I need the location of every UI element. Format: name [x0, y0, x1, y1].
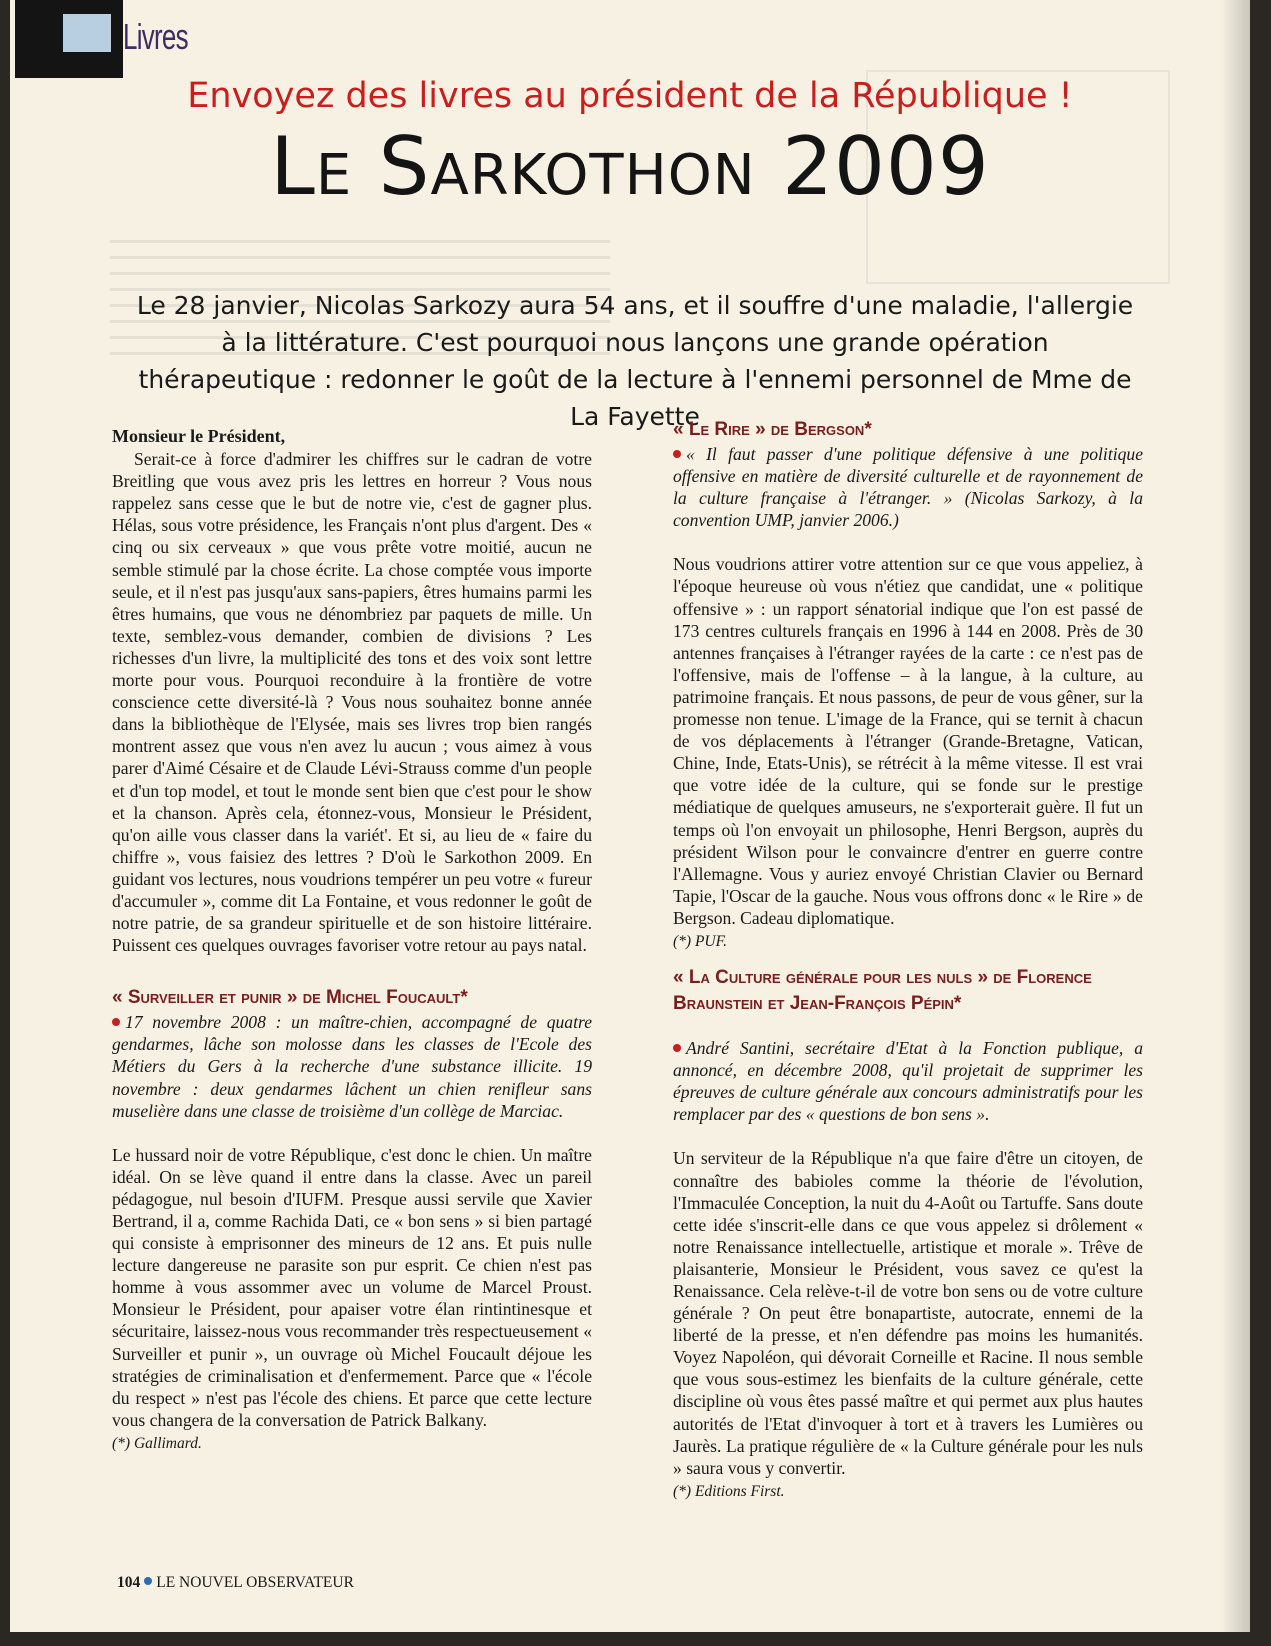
book-quote-culture-generale: André Santini, secrétaire d'Etat à la Fonction publique, a annoncé, en décembre 2008, qu'il projetait de supprimer les épreuves de culture générale aux concours administratifs pour les remplacer par des « questions de bon sens ». — [673, 1038, 1143, 1125]
article-kicker: Envoyez des livres au président de la République ! — [187, 76, 1073, 116]
book-publisher-culture-generale: (*) Editions First. — [673, 1482, 785, 1500]
section-label: Livres — [123, 16, 188, 57]
book-publisher-bergson: (*) PUF. — [673, 932, 727, 950]
bullet-icon — [673, 1044, 681, 1052]
letter-salutation: Monsieur le Président, — [112, 426, 286, 446]
book-publisher-foucault: (*) Gallimard. — [112, 1434, 202, 1452]
letter-body: Serait-ce à force d'admirer les chiffres sur le cadran de votre Breitling que vous avez pris les lettres en horreur ? Vous nous rappelez sans cesse que le but de notre vie, c'est de gagner plus. Hélas, sous votre présidence, les Français n'ont plus d'argent. Des « cinq ou six cerveaux » que vous prête votre moitié, aucun ne semble stimulé par la chose écrite. La chose comptée vous importe seule, et il n'est pas jusqu'aux sans-papiers, êtres humains parmi les êtres humains, que vous ne dénombriez par paquets de mille. Un texte, semblez-vous demander, combien de divisions ? Les richesses d'un livre, la multiplicité des tons et des voix sont lettre morte pour vous. Pourquoi reconduire à la frontière de votre conscience cette diversité-là ? Vous nous souhaitez bonne année dans la bibliothèque de l'Elysée, mais ses livres trop bien rangés montrent assez que vous n'en avez lu aucun ; vous aimez à vous parer d'Aimé Césaire et de Claude Lévi-Strauss comme d'un people et d'un top model, et tout le monde sent bien que c'est pour le show et la chanson. Après cela, étonnez-vous, Monsieur le Président, qu'on aille vous classer dans la variét'. Et si, au lieu de « faire du chiffre », vous faisiez des lettres ? D'où le Sarkothon 2009. En guidant vos lectures, nous voudrions tempérer un peu votre « fureur d'accumuler », comme dit La Fontaine, et vous redonner le goût de notre patrie, de sa grandeur spirituelle et de son histoire littéraire. Puissent ces quelques ouvrages favoriser votre retour au pays natal. — [112, 449, 592, 956]
book-body-culture-generale: Un serviteur de la République n'a que faire d'être un citoyen, de connaître des babioles comme la théorie de l'évolution, l'Immaculée Conception, la nuit du 4-Août ou Tartuffe. Sans doute cette idée s'inscrit-elle dans ce que vous appelez si drôlement « notre Renaissance intellectuelle, artistique et morale ». Trêve de plaisanterie, Monsieur le Président, vous savez ce qu'est la Renaissance. Cela relève-t-il de votre bon sens ou de votre culture générale ? On peut être bonapartiste, autocrate, ennemi de la liberté de la presse, et n'en défendre pas moins les humanités. Voyez Napoléon, qui dévorait Corneille et Racine. Il nous semble que vous sous-estimez les bienfaits de la culture générale, cette discipline où vous êtes passé maître et qui permet aux plus hautes autorités de l'Etat d'invoquer à tort et à travers les Lumières ou Jaurès. La pratique régulière de « la Culture générale pour les nuls » saura vous y convertir. — [673, 1148, 1143, 1478]
section-square-icon — [63, 14, 111, 52]
magazine-page — [10, 0, 1250, 1632]
bullet-icon — [112, 1018, 120, 1026]
bullet-icon — [144, 1577, 152, 1585]
left-column — [112, 425, 592, 1455]
book-heading-culture-generale: « La Culture générale pour les nuls » de Florence Braunstein et Jean-François Pépin* — [673, 967, 1092, 1015]
bullet-icon — [673, 450, 681, 458]
book-heading-foucault: « Surveiller et punir » de Michel Foucault* — [112, 987, 468, 1009]
book-body-foucault: Le hussard noir de votre République, c'est donc le chien. Un maître idéal. On se lève quand il entre dans la classe. Avec un pareil pédagogue, nul besoin d'IUFM. Presque aussi servile que Xavier Bertrand, il a, comme Rachida Dati, ce « bon sens » si bien partagé qui consiste à emprisonner des mineurs de 12 ans. Et puis nulle lecture dangereuse ne parasite son pur esprit. Ce chien n'est pas homme à vous assommer avec un volume de Marcel Proust. Monsieur le Président, pour apaiser votre élan rintintinesque et sécuritaire, laissez-nous vous recommander très respectueusement « Surveiller et punir », un ouvrage où Michel Foucault déjoue les stratégies de criminalisation et d'enfermement. Parce que « l'école du respect » n'est pas l'école des chiens. Et parce que cette lecture vous changera de la conversation de Patrick Balkany. — [112, 1144, 592, 1430]
book-heading-bergson: « Le Rire » de Bergson* — [673, 419, 872, 440]
book-quote-bergson: « Il faut passer d'une politique défensive à une politique offensive en matière de diversité culturelle et de rayonnement de la culture française à l'étranger. » (Nicolas Sarkozy, à la convention UMP, janvier 2006.) — [673, 444, 1143, 531]
book-quote-foucault: 17 novembre 2008 : un maître-chien, accompagné de quatre gendarmes, lâche son molosse dans les classes de l'Ecole des Métiers du Gers à la recherche d'une substance illicite. 19 novembre : deux gendarmes lâchent un chien renifleur sans muselière dans une classe de troisième d'un collège de Marciac. — [112, 1012, 592, 1121]
article-standfirst: Le 28 janvier, Nicolas Sarkozy aura 54 ans, et il souffre d'une maladie, l'allergie à la littérature. C'est pourquoi nous lançons une grande opération thérapeutique : redonner le goût de la lecture à l'ennemi personnel de Mme de La Fayette — [136, 291, 1134, 431]
book-body-bergson: Nous voudrions attirer votre attention sur ce que vous appeliez, à l'époque heureuse où vous n'étiez que candidat, une « politique offensive » : un rapport sénatorial indique que l'on est passé de 173 centres culturels français en 1996 à 144 en 2008. Près de 30 antennes françaises à l'étranger rayées de la carte : ce n'est pas de l'offensive, mais de l'offense – à la langue, à la culture, au patrimoine français. Et nous passons, de peur de vous gêner, sur la promesse non tenue. L'image de la France, qui se ternit à chacun de vos déplacements à l'étranger (Grande-Bretagne, Vatican, Chine, Inde, Etats-Unis), se rétrécit à la même vitesse. Il est vrai que votre idée de la culture, qui se fonde sur le prestige médiatique de quelques amuseurs, ne s'exporterait guère. Il fut un temps où l'on envoyait un philosophe, Henri Bergson, auprès du président Wilson pour le convaincre d'entrer en guerre contre l'Allemagne. Vous y auriez envoyé Christian Clavier ou Bernard Tapie, l'Oscar de la gauche. Nous vous offrons donc « le Rire » de Bergson. Cadeau diplomatique. — [673, 554, 1143, 928]
section-tag-block — [15, 0, 123, 78]
page-footer — [117, 1574, 354, 1592]
right-column — [673, 417, 1143, 1503]
magazine-name: LE NOUVEL OBSERVATEUR — [156, 1574, 354, 1591]
page-number: 104 — [117, 1574, 141, 1591]
page-edge-shadow — [1220, 0, 1250, 1632]
article-headline: Le Sarkothon 2009 — [270, 120, 990, 213]
